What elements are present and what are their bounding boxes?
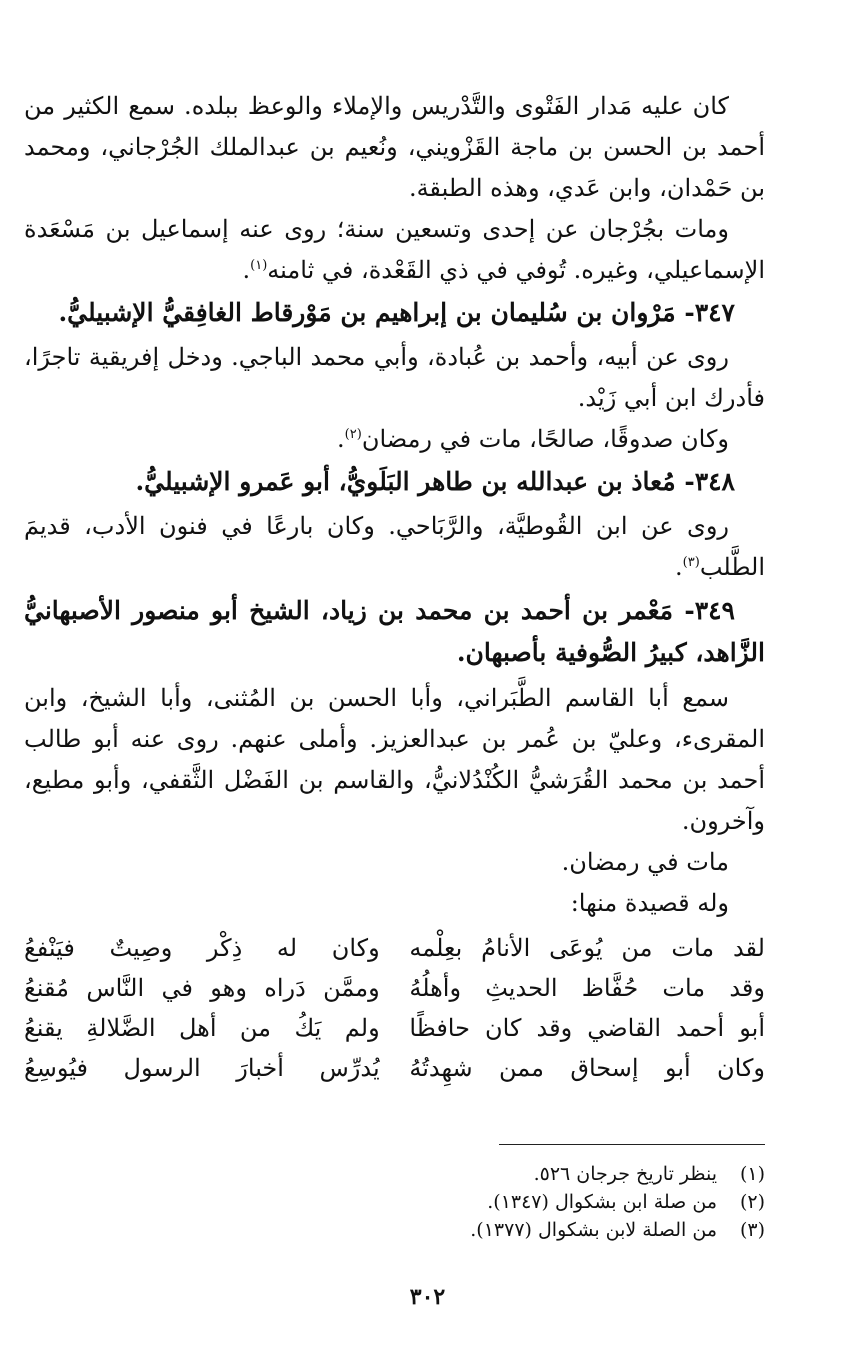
verse-second-hemistich: وكان له ذِكْر وصِيتٌ فيَنْفعُ xyxy=(24,934,380,962)
verse-first-hemistich: لقد مات من يُوعَى الأنامُ بعِلْمه xyxy=(409,934,765,962)
verse-first-hemistich: وقد مات حُفَّاظ الحديثِ وأهلُهُ xyxy=(409,974,765,1002)
poem-verse xyxy=(24,1008,765,1048)
poem-verse xyxy=(24,968,765,1008)
main-text xyxy=(24,86,765,1088)
paragraph: وله قصيدة منها: xyxy=(570,889,729,917)
footnote xyxy=(165,1188,765,1216)
paragraph: روى عن أبيه، وأحمد بن عُبادة، وأبي محمد الباجي. ودخل إفريقية تاجرًا، فأدرك ابن أبي زَيْد. xyxy=(24,343,765,412)
poem-verse xyxy=(24,928,765,968)
paragraph: سمع أبا القاسم الطَّبَراني، وأبا الحسن بن المُثنى، وأبا الشيخ، وابن المقرىء، وعليّ بن عُمر بن عبدالعزيز. وأملى عنهم. روى عنه أبو طالب أحمد بن محمد القُرَشيُّ الكُنْدُلانيُّ، والقاسم بن الفَضْل الثَّقفي، وأبو مطيع، وآخرون. xyxy=(24,684,765,835)
paragraph: مات في رمضان. xyxy=(561,848,729,876)
footnotes xyxy=(165,1160,765,1244)
poem-verse xyxy=(24,1048,765,1088)
entry-heading-349: ٣٤٩- مَعْمر بن أحمد بن محمد بن زياد، الشيخ أبو منصور الأصبهانيُّ الزَّاهد، كبيرُ الصُّوفية بأصبهان. xyxy=(24,596,765,667)
footnote-number: (٣) xyxy=(739,1219,765,1241)
entry-heading-348: ٣٤٨- مُعاذ بن عبدالله بن طاهر البَلَويُّ، أبو عَمرو الإشبيليُّ. xyxy=(135,467,735,496)
footnote-number: (١) xyxy=(739,1163,765,1185)
footnote-ref[interactable]: (١) xyxy=(250,258,268,273)
footnote-divider xyxy=(499,1144,765,1145)
paragraph: روى عن ابن القُوطيَّة، والرَّبَاحي. وكان بارعًا في فنون الأدب، قديمَ الطَّلب$^{(٣)}$. xyxy=(24,512,765,581)
verse-first-hemistich: وكان أبو إسحاق ممن شهِدتُهُ xyxy=(409,1054,765,1082)
verse-first-hemistich: أبو أحمد القاضي وقد كان حافظًا xyxy=(409,1014,765,1042)
footnote-ref[interactable]: (٣) xyxy=(682,555,700,570)
verse-second-hemistich: ولم يَكُ من أهل الضَّلالةِ يقنعُ xyxy=(24,1014,380,1042)
footnote-number: (٢) xyxy=(739,1191,765,1213)
paragraph: كان عليه مَدار الفَتْوى والتَّدْريس والإملاء والوعظ ببلده. سمع الكثير من أحمد بن الحسن بن ماجة القَزْويني، ونُعيم بن عبدالملك الجُرْجاني، ومحمد بن حَمْدان، وابن عَدي، وهذه الطبقة. xyxy=(24,92,765,202)
footnote-text: من صلة ابن بشكوال (١٣٤٧). xyxy=(487,1191,717,1213)
page-number: ٣٠٢ xyxy=(409,1284,446,1310)
verse-second-hemistich: وممَّن دَراه وهو في النَّاس مُقنعُ xyxy=(24,974,380,1002)
entry-heading-347: ٣٤٧- مَرْوان بن سُليمان بن إبراهيم بن مَوْرقاط الغافِقيُّ الإشبيليُّ. xyxy=(58,298,735,327)
footnote-ref[interactable]: (٢) xyxy=(344,427,362,442)
footnote-text: من الصلة لابن بشكوال (١٣٧٧). xyxy=(470,1219,717,1241)
paragraph: ومات بجُرْجان عن إحدى وتسعين سنة؛ روى عنه إسماعيل بن مَسْعَدة الإسماعيلي، وغيره. تُوفي في ذي القَعْدة، في ثامنه$^{(١)}$. xyxy=(24,215,765,284)
poem xyxy=(24,928,765,1088)
footnote xyxy=(165,1216,765,1244)
paragraph: وكان صدوقًا، صالحًا، مات في رمضان$^{(٢)}$. xyxy=(337,425,729,453)
footnote xyxy=(165,1160,765,1188)
verse-second-hemistich: يُدرِّس أخبارَ الرسول فيُوسِعُ xyxy=(24,1054,380,1082)
footnote-text: ينظر تاريخ جرجان ٥٢٦. xyxy=(533,1163,717,1185)
